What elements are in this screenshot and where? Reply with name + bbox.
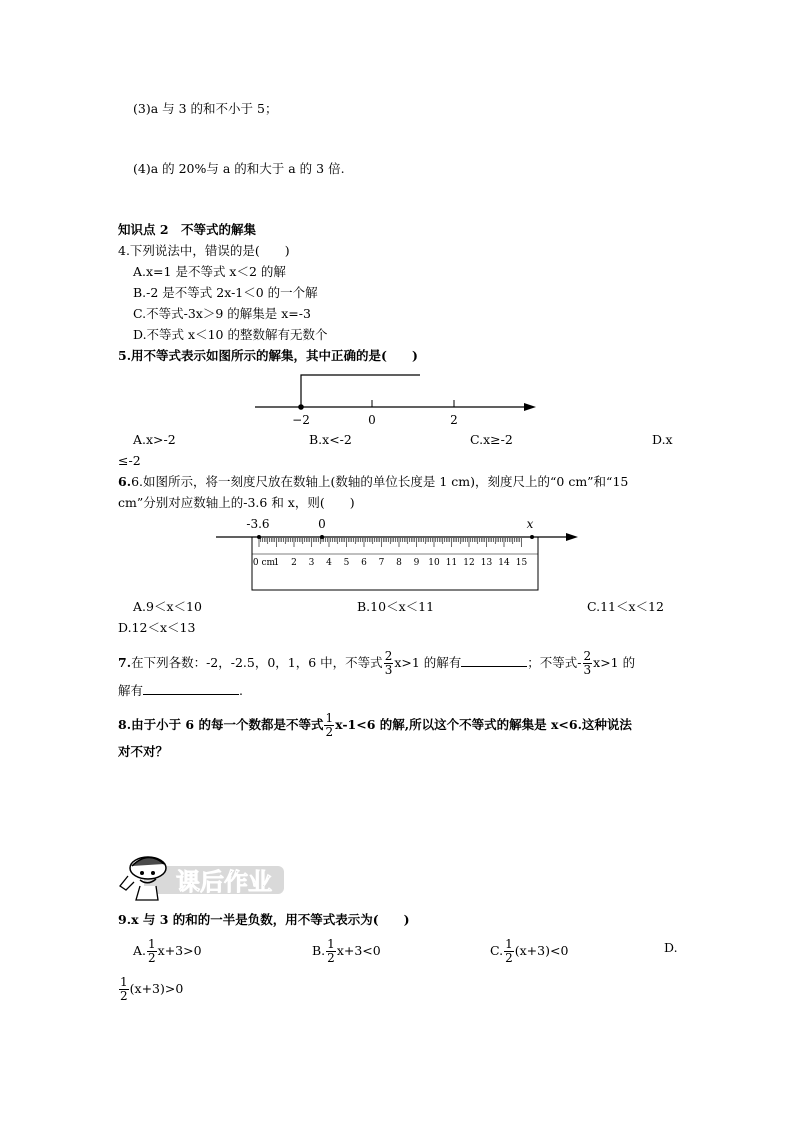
banner-title: 课后作业: [176, 867, 272, 896]
q8-line2: 对不对？: [118, 744, 169, 759]
ruler-label: 3: [308, 558, 315, 568]
q5-label-minus2: −2: [292, 413, 310, 427]
q6-stem-line2: cm”分别对应数轴上的-3.6 和 x，则( ): [118, 495, 355, 510]
q5-label-2: 2: [450, 413, 458, 427]
ruler-label: 0 cm: [252, 558, 276, 568]
q4-item: (4)a 的 20%与 a 的和大于 a 的 3 倍.: [133, 161, 345, 176]
section-title: 知识点 2 不等式的解集: [118, 222, 257, 237]
q6-ruler-ticks: [259, 538, 522, 547]
ruler-label: 1: [273, 558, 280, 568]
q7-answer-blank-1[interactable]: [461, 654, 527, 667]
ruler-label: 4: [326, 558, 332, 568]
q9-option-c: C. $\frac{1}{2}$ (x+3)<0: [490, 937, 569, 965]
q5-option-d-part1: D.x: [652, 432, 673, 447]
ruler-label: 15: [515, 558, 528, 568]
ruler-label: 12: [463, 558, 475, 568]
q6-option-d: D.12＜x＜13: [118, 620, 196, 635]
q6-option-a: A.9＜x＜10: [133, 599, 202, 614]
q7-answer-blank-2[interactable]: [143, 682, 239, 695]
q5-stem: 5.用不等式表示如图所示的解集，其中正确的是( ): [118, 348, 418, 363]
q6-option-c: C.11＜x＜12: [587, 599, 664, 614]
q7-line2: 解有 .: [118, 683, 243, 698]
q6-axis-arrow: [566, 533, 578, 541]
q6-option-b: B.10＜x＜11: [357, 599, 435, 614]
ruler-label: 2: [291, 558, 297, 568]
q8-line1: 8.由于小于 6 的每一个数都是不等式 $\frac{1}{2}$ x-1<6 的解,所以这个不等式的解集是 x<6.这种说法: [118, 711, 632, 739]
q6-ruler-labels: [253, 558, 528, 568]
ruler-label: 8: [396, 558, 402, 568]
q9-option-a: A. $\frac{1}{2}$ x+3>0: [133, 937, 202, 965]
q4-option-b: B.-2 是不等式 2x-1＜0 的一个解: [133, 285, 318, 300]
q4-option-a: A.x=1 是不等式 x＜2 的解: [133, 264, 286, 279]
q6-point-0: [320, 535, 324, 539]
ruler-label: 14: [498, 558, 510, 568]
q7-line1: 7.在下列各数：-2，-2.5，0，1，6 中，不等式 $\frac{2}{3}$ x>1 的解有 ；不等式- $\frac{2}{3}$ x>1 的: [118, 649, 636, 677]
q9-option-d-label: D.: [664, 940, 678, 955]
ruler-label: 11: [445, 558, 458, 568]
ruler-label: 10: [428, 558, 440, 568]
q6-label-minus3.6: -3.6: [246, 517, 270, 531]
q5-label-0: 0: [368, 413, 376, 427]
q9-stem: 9.x 与 3 的和的一半是负数，用不等式表示为( ): [118, 912, 410, 927]
fraction-two-thirds: $\frac{2}{3}$: [384, 649, 393, 677]
q6-point-minus3.6: [257, 535, 261, 539]
fraction-two-thirds-2: $\frac{2}{3}$: [583, 649, 592, 677]
ruler-label: 7: [378, 558, 385, 568]
q5-option-d-part2: ≤-2: [118, 453, 141, 468]
q9-option-d: $\frac{1}{2}$ (x+3)>0: [120, 975, 184, 1003]
q6-label-x: x: [526, 517, 534, 531]
ruler-label: 5: [343, 558, 350, 568]
q6-point-x: [530, 535, 534, 539]
q9-option-b: B. $\frac{1}{2}$ x+3<0: [312, 937, 381, 965]
q3-item: (3)a 与 3 的和不小于 5；: [133, 101, 278, 116]
q6-label-0: 0: [318, 517, 326, 531]
ruler-label: 13: [480, 558, 493, 568]
q5-option-b: B.x<-2: [309, 432, 352, 447]
q5-option-c: C.x≥-2: [470, 432, 513, 447]
q4-stem: 4.下列说法中，错误的是( ): [118, 243, 290, 258]
ruler-label: 9: [413, 558, 420, 568]
homework-banner: [118, 846, 288, 904]
q5-option-a: A.x>-2: [133, 432, 176, 447]
q6-stem-line1: 6.6.如图所示，将一刻度尺放在数轴上(数轴的单位长度是 1 cm)，刻度尺上的“0 cm”和“15: [118, 474, 629, 489]
q4-option-c: C.不等式-3x＞9 的解集是 x=-3: [133, 306, 311, 321]
fraction-one-half: $\frac{1}{2}$: [325, 711, 334, 739]
ruler-label: 6: [361, 558, 367, 568]
q4-option-d: D.不等式 x＜10 的整数解有无数个: [133, 327, 328, 342]
